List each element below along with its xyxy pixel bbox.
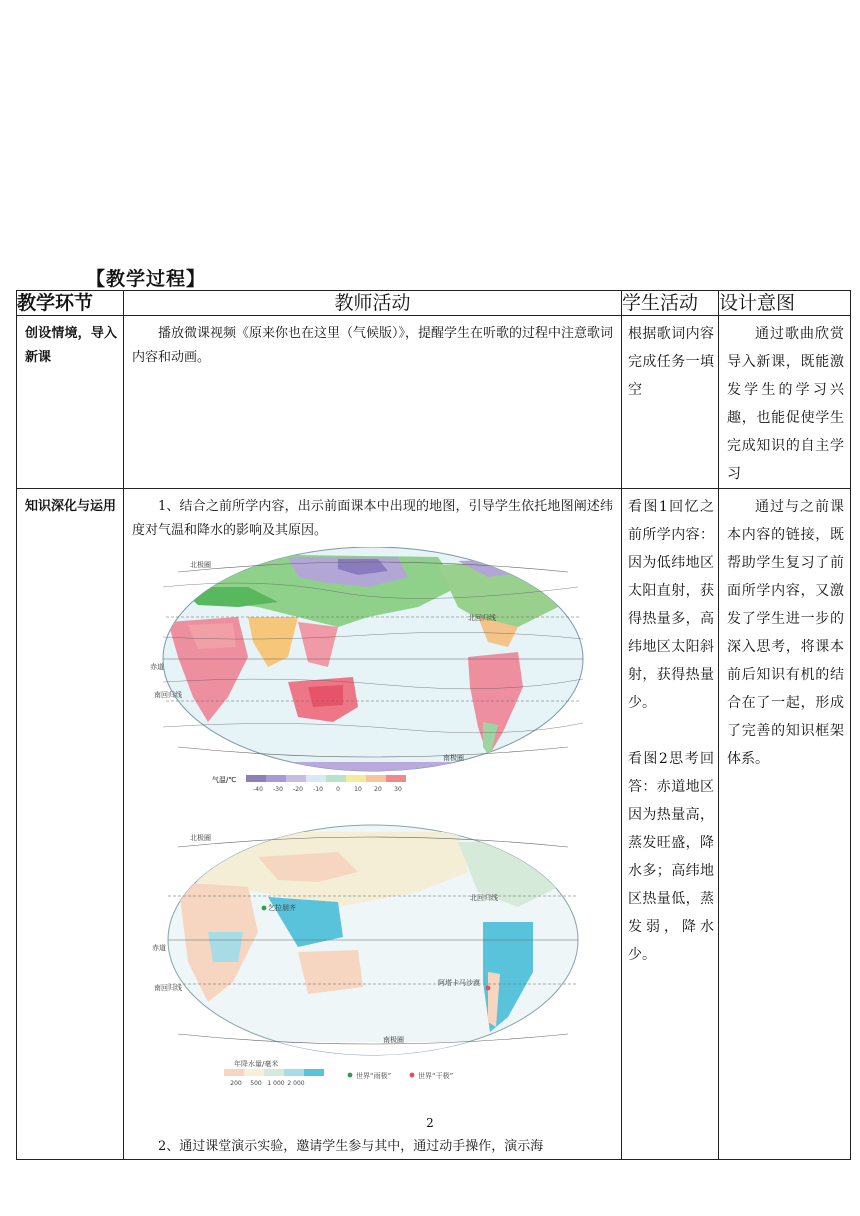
legend-swatch (244, 1069, 264, 1076)
tropic-capricorn-label: 南回归线 (154, 984, 182, 992)
legend-tick-label: 30 (394, 786, 402, 793)
dry-pole-legend-label: 世界“干极” (418, 1072, 454, 1080)
dry-pole-legend-icon (410, 1073, 415, 1078)
legend-swatch (386, 775, 406, 782)
table-header-row (17, 291, 851, 316)
wet-pole-legend-icon (348, 1073, 353, 1078)
dry-pole-label: 阿塔卡马沙漠 (438, 979, 480, 987)
header-stage: 教学环节 (17, 291, 124, 316)
equator-label: 赤道 (150, 663, 164, 671)
student-text: 看图2思考回答：赤道地区因为热量高，蒸发旺盛，降水多；高纬地区热量低，蒸发弱，降水少。 (628, 751, 714, 963)
teacher-text: 2、通过课堂演示实验，邀请学生参与其中，通过动手操作，演示海 (158, 1139, 544, 1154)
stage-cell: 知识深化与运用 (17, 489, 124, 1160)
legend-swatch (224, 1069, 244, 1076)
legend-tick-label: -10 (313, 786, 323, 793)
temperature-legend (212, 775, 406, 793)
header-student: 学生活动 (622, 291, 719, 316)
antarctic-circle-label: 南极圈 (443, 754, 464, 762)
table-row (17, 316, 851, 489)
header-teacher: 教师活动 (124, 291, 622, 316)
legend-tick-label: -40 (253, 786, 263, 793)
legend-swatch (304, 1069, 324, 1076)
legend-tick-label: 1 000 (267, 1080, 285, 1087)
precipitation-legend (224, 1059, 453, 1087)
temperature-map (138, 547, 608, 816)
wet-pole-legend-label: 世界“雨极” (356, 1072, 392, 1080)
legend-swatch (264, 1069, 284, 1076)
precipitation-legend-title: 年降水量/毫米 (234, 1060, 279, 1068)
legend-tick-label: 10 (354, 786, 362, 793)
legend-swatch (346, 775, 366, 782)
teacher-cell (124, 316, 622, 489)
precipitation-map-figure (138, 822, 608, 1092)
section-title: 【教学过程】 (86, 268, 207, 290)
legend-swatch (326, 775, 346, 782)
tropic-capricorn-label: 南回归线 (154, 691, 182, 699)
table-row (17, 489, 851, 1160)
arctic-circle-label: 北极圈 (190, 561, 211, 569)
temperature-map-figure (138, 547, 608, 807)
legend-swatch (286, 775, 306, 782)
legend-tick-label: -30 (273, 786, 283, 793)
design-cell: 通过歌曲欣赏导入新课，既能激发学生的学习兴趣，也能促使学生完成知识的自主学习 (719, 316, 851, 489)
legend-tick-label: -20 (293, 786, 303, 793)
legend-tick-label: 20 (374, 786, 382, 793)
student-cell (622, 489, 719, 1160)
legend-tick-label: 500 (250, 1080, 262, 1087)
antarctic-circle-label: 南极圈 (383, 1036, 404, 1044)
tropic-cancer-label: 北回归线 (468, 614, 496, 622)
legend-swatch (246, 775, 266, 782)
legend-swatch (306, 775, 326, 782)
legend-tick-label: 200 (230, 1080, 242, 1087)
student-cell: 根据歌词内容完成任务一填空 (622, 316, 719, 489)
legend-swatch (266, 775, 286, 782)
student-text: 看图1回忆之前所学内容：因为低纬地区太阳直射，获得热量多，高纬地区太阳斜射，获得热量少。 (628, 499, 714, 711)
tropic-cancer-label: 北回归线 (470, 894, 498, 902)
temperature-legend-title: 气温/℃ (212, 776, 237, 784)
stage-cell: 创设情境，导入新课 (17, 316, 124, 489)
teacher-text: 1、结合之前所学内容，出示前面课本中出现的地图，引导学生依托地图阐述纬度对气温和降水的影响及其原因。 (132, 499, 613, 538)
teacher-cell (124, 489, 622, 1160)
dry-pole-marker (486, 986, 491, 991)
design-cell: 通过与之前课本内容的链接，既帮助学生复习了前面所学内容，又激发了学生进一步的深入思考，将课本前后知识有机的结合在了一起，形成了完善的知识框架体系。 (719, 489, 851, 1160)
legend-tick-label: 0 (336, 786, 340, 793)
legend-tick-label: 2 000 (287, 1080, 305, 1087)
header-design: 设计意图 (719, 291, 851, 316)
wet-pole-marker (262, 906, 267, 911)
arctic-circle-label: 北极圈 (190, 834, 211, 842)
legend-swatch (284, 1069, 304, 1076)
legend-swatch (366, 775, 386, 782)
page-number: 2 (426, 1116, 434, 1130)
equator-label: 赤道 (152, 944, 166, 952)
wet-pole-label: 乞拉朋齐 (268, 904, 296, 912)
teacher-text: 播放微课视频《原来你也在这里（气候版）》，提醒学生在听歌的过程中注意歌词内容和动画。 (132, 326, 614, 365)
precipitation-map (138, 822, 608, 1101)
teaching-process-table (16, 290, 851, 1160)
